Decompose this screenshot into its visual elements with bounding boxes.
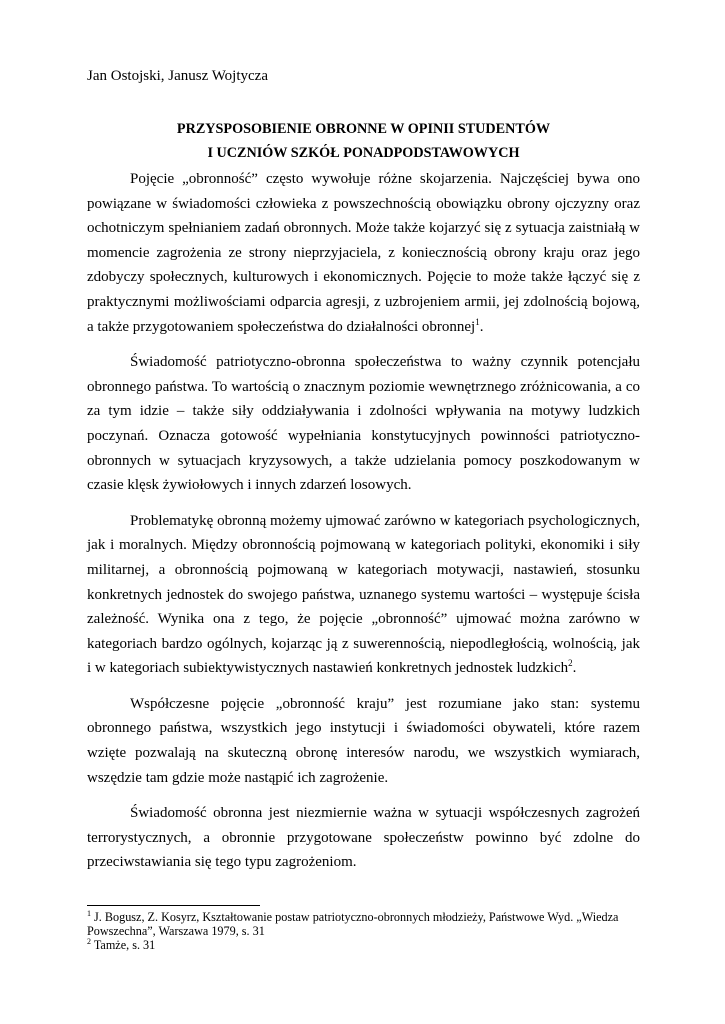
title-line-1: PRZYSPOSOBIENIE OBRONNE W OPINII STUDENTÓW <box>176 121 551 137</box>
paragraph-tail: . <box>479 318 484 335</box>
footnote-ref-2[interactable]: 2 <box>568 658 573 669</box>
footnote-2 <box>87 938 640 952</box>
paragraph-text: Współczesne pojęcie „obronność kraju” jest rozumiane jako stan: systemu obronnego państwa, wszystkich jego instytucji i świadomości obywateli, które razem wzięte pozwalają na skuteczną obronę interesów narodu, we wszystkich wymiarach, wszędzie tam gdzie może nastąpić ich zagrożenie. <box>87 695 640 786</box>
paragraph-1 <box>87 167 640 339</box>
title-line-2: I UCZNIÓW SZKÓŁ PONADPODSTAWOWYCH <box>207 145 520 161</box>
paragraph-text: Problematykę obronną możemy ujmować zarówno w kategoriach psychologicznych, jak i moralnych. Między obronnością pojmowaną w kategoriach polityki, ekonomiki i siły militarnej, a obronnością pojmowaną w kategoriach motywacji, nastawień, stosunku konkretnych jednostek do swojego państwa, uznanego systemu wartości – występuje ścisła zależność. Wynika ona z tego, że pojęcie „obronność” ujmować można zarówno w kategoriach bardzo ogólnych, kojarząc ją z suwerennością, niepodległością, wolnością, jak i w kategoriach subiektywistycznych nastawień konkretnych jednostek ludzkich <box>87 512 640 677</box>
paragraph-tail: . <box>572 660 577 677</box>
footnote-1 <box>87 910 640 938</box>
footnote-divider <box>87 905 260 906</box>
paragraph-3 <box>87 509 640 681</box>
footnote-number: 2 <box>87 937 91 946</box>
footnote-number: 1 <box>87 909 91 918</box>
paragraph-text: Świadomość obronna jest niezmiernie ważna w sytuacji współczesnych zagrożeń terrorystycznych, a obronnie przygotowane społeczeństw powinno być zdolne do przeciwstawiania się tego typu zagrożeniom. <box>87 805 640 871</box>
footnotes <box>87 910 640 952</box>
paragraph-text: Świadomość patriotyczno-obronna społeczeństwa to ważny czynnik potencjału obronnego państwa. To wartością o znacznym poziomie wewnętrznego zróżnicowania, a co za tym idzie – także siły oddziaływania i zdolności wpływania na motywy ludzkich poczynań. Oznacza gotowość wypełniania konstytucyjnych powinności patriotyczno-obronnych w sytuacjach kryzysowych, a także udzielania pomocy poszkodowanym w czasie klęsk żywiołowych i innych zdarzeń losowych. <box>87 354 640 494</box>
paragraph-text: Pojęcie „obronność” często wywołuje różne skojarzenia. Najczęściej bywa ono powiązane w świadomości człowieka z powszechnością obowiązku obrony ojczyzny oraz ochotniczym spełnianiem zadań obronnych. Może także kojarzyć się z sytuacja zaistniałą w momencie zagrożenia ze strony nieprzyjaciela, z koniecznością obrony kraju oraz jego zdobyczy społecznych, kulturowych i ekonomicznych. Pojęcie to może także łączyć się z praktycznymi możliwościami odparcia agresji, z uzbrojeniem armii, jej zdolnością bojową, a także przygotowaniem społeczeństwa do działalności obronnej <box>87 171 640 335</box>
authors-line: Jan Ostojski, Janusz Wojtycza <box>87 68 268 84</box>
paragraph-2 <box>87 350 640 498</box>
paragraph-5 <box>87 801 640 875</box>
paragraph-4 <box>87 692 640 790</box>
footnote-ref-1[interactable]: 1 <box>475 316 480 327</box>
footnote-text: J. Bogusz, Z. Kosyrz, Kształtowanie postaw patriotyczno-obronnych młodzieży, Państwowe Wyd. „Wiedza Powszechna”, Warszawa 1979, s. 31 <box>87 910 619 938</box>
footnote-text: Tamże, s. 31 <box>91 938 156 952</box>
body-text <box>87 167 640 875</box>
